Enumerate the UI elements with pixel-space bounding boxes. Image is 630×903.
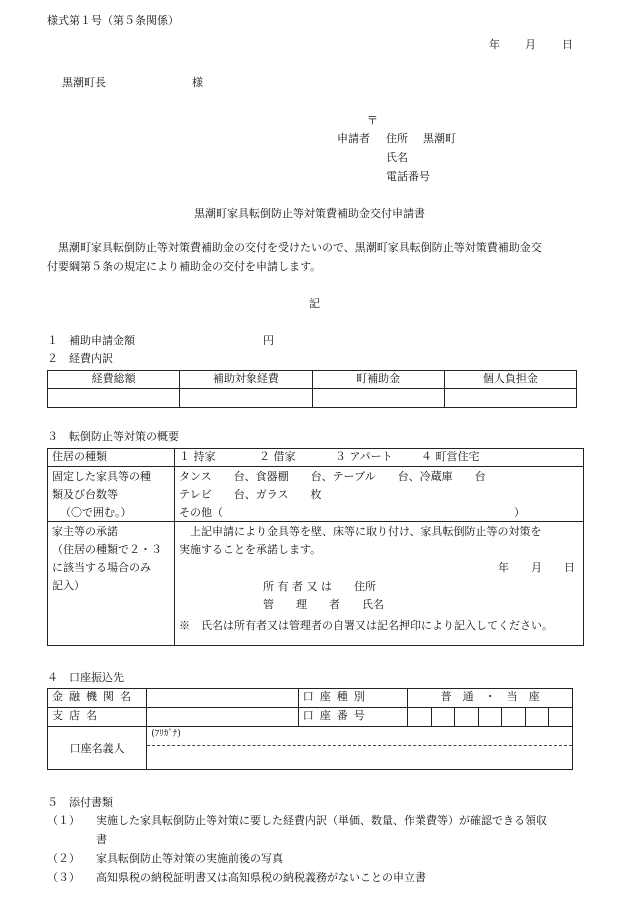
- document-title: 黒潮町家具転倒防止等対策費補助金交付申請書: [194, 207, 425, 220]
- form-number: 様式第１号（第５条関係）: [47, 14, 179, 27]
- expense-personal-cell[interactable]: [444, 389, 576, 408]
- section-5-label: ５ 添付書類: [47, 796, 113, 809]
- consent-label-line-2: （住居の種類で２・３: [52, 543, 162, 556]
- furniture-line-2: テレビ 台、ガラス 枚: [179, 488, 322, 501]
- holder-name-row[interactable]: [147, 746, 572, 769]
- consent-date: 年 月 日: [498, 561, 575, 574]
- furniture-label: [48, 467, 175, 522]
- applicant-address-label: 住所: [386, 132, 408, 145]
- housing-option-apartment[interactable]: ３ アパート: [335, 450, 393, 463]
- account-number-digit[interactable]: [525, 708, 549, 727]
- date-day: 日: [562, 38, 573, 51]
- consent-label-line-4: 記入）: [52, 579, 85, 592]
- landlord-consent-label: [48, 522, 175, 646]
- expense-total-cell[interactable]: [48, 389, 180, 408]
- addressee-suffix: 様: [192, 76, 203, 89]
- account-number-label: 口座番号: [298, 708, 408, 727]
- date-month: 月: [525, 38, 536, 51]
- applicant-label: 申請者: [337, 132, 370, 145]
- attachment-1-text-2: 書: [96, 833, 107, 846]
- housing-type-options[interactable]: [175, 449, 584, 467]
- owner-line-2: 管 理 者 氏名: [263, 598, 384, 611]
- applicant-name-label: 氏名: [386, 151, 408, 164]
- consent-label-line-1: 家主等の承諾: [52, 525, 118, 538]
- addressee-name: 黒潮町長: [62, 76, 106, 89]
- section-1-unit: 円: [263, 334, 274, 347]
- expense-header-total: 経費総額: [48, 371, 180, 389]
- account-type-label: 口座種別: [298, 689, 408, 708]
- branch-name-label: 支店名: [48, 708, 147, 727]
- branch-name-field[interactable]: [147, 708, 298, 727]
- furniture-line-1: タンス 台、食器棚 台、テーブル 台、冷蔵庫 台: [179, 470, 486, 483]
- account-number-digit[interactable]: [549, 708, 573, 727]
- applicant-address-value: 黒潮町: [423, 132, 456, 145]
- section-3-label: ３ 転倒防止等対策の概要: [47, 430, 179, 443]
- attachment-3-num: （３）: [47, 871, 80, 884]
- attachment-3-text: 高知県税の納税証明書又は高知県税の納税義務がないことの申立書: [96, 871, 426, 884]
- furniture-other-open: その他（: [179, 506, 223, 519]
- expense-table: [47, 370, 577, 408]
- furniture-line-3: [179, 505, 579, 520]
- bank-name-field[interactable]: [147, 689, 298, 708]
- owner-line-1: 所 有 者 又 は 住所: [263, 580, 376, 593]
- postal-mark: 〒: [367, 114, 378, 127]
- expense-town-cell[interactable]: [312, 389, 444, 408]
- attachment-1-num: （１）: [47, 814, 80, 827]
- account-holder-field[interactable]: [147, 727, 573, 770]
- housing-option-municipal[interactable]: ４ 町営住宅: [421, 450, 480, 463]
- account-number-digit[interactable]: [478, 708, 502, 727]
- overview-table: [47, 448, 584, 646]
- ki-marker: 記: [309, 297, 320, 310]
- housing-option-own[interactable]: １ 持家: [179, 450, 216, 463]
- account-number-digit[interactable]: [502, 708, 526, 727]
- housing-option-rent[interactable]: ２ 借家: [259, 450, 296, 463]
- consent-text-line-2: 実施することを承諾します。: [179, 543, 322, 556]
- account-number-digit[interactable]: [455, 708, 479, 727]
- attachment-2-text: 家具転倒防止等対策の実施前後の写真: [96, 852, 283, 865]
- date-year: 年: [489, 38, 500, 51]
- body-line-1: 黒潮町家具転倒防止等対策費補助金の交付を受けたいので、黒潮町家具転倒防止等対策費補助金交: [47, 241, 542, 254]
- furniture-content[interactable]: [175, 467, 584, 522]
- consent-note: ※ 氏名は所有者又は管理者の自署又は記名押印により記入してください。: [179, 619, 553, 632]
- expense-header-personal: 個人負担金: [444, 371, 576, 389]
- account-number-digit[interactable]: [408, 708, 432, 727]
- furniture-label-line-3: （〇で囲む。）: [60, 506, 132, 519]
- body-line-2: 付要綱第５条の規定により補助金の交付を申請します。: [47, 260, 322, 273]
- section-2-label: ２ 経費内訳: [47, 352, 113, 365]
- furniture-other-close: ）: [514, 506, 525, 519]
- housing-type-label: 住居の種類: [48, 449, 175, 467]
- applicant-phone-label: 電話番号: [386, 170, 430, 183]
- consent-text-line-1: 上記申請により金具等を壁、床等に取り付け、家具転倒防止等の対策を: [179, 525, 542, 538]
- attachment-2-num: （２）: [47, 852, 80, 865]
- consent-label-line-3: に該当する場合のみ: [52, 561, 151, 574]
- section-4-label: ４ 口座振込先: [47, 671, 124, 684]
- furigana-row[interactable]: [147, 727, 572, 746]
- expense-header-eligible: 補助対象経費: [180, 371, 312, 389]
- bank-name-label: 金融機関名: [48, 689, 147, 708]
- landlord-consent-content[interactable]: [175, 522, 584, 646]
- account-number-digit[interactable]: [431, 708, 455, 727]
- account-holder-label: 口座名義人: [48, 727, 147, 770]
- attachment-1-text: 実施した家具転倒防止等対策に要した経費内訳（単価、数量、作業費等）が確認できる領収: [96, 814, 547, 827]
- expense-eligible-cell[interactable]: [180, 389, 312, 408]
- furniture-label-line-2: 類及び台数等: [52, 488, 118, 501]
- furigana-label: (ﾌﾘｶﾞﾅ): [151, 729, 181, 739]
- furniture-label-line-1: 固定した家具等の種: [52, 470, 151, 483]
- expense-header-town: 町補助金: [312, 371, 444, 389]
- section-1-label: １ 補助申請金額: [47, 334, 135, 347]
- account-type-value[interactable]: 普 通 ・ 当 座: [408, 689, 573, 708]
- bank-table: [47, 688, 573, 770]
